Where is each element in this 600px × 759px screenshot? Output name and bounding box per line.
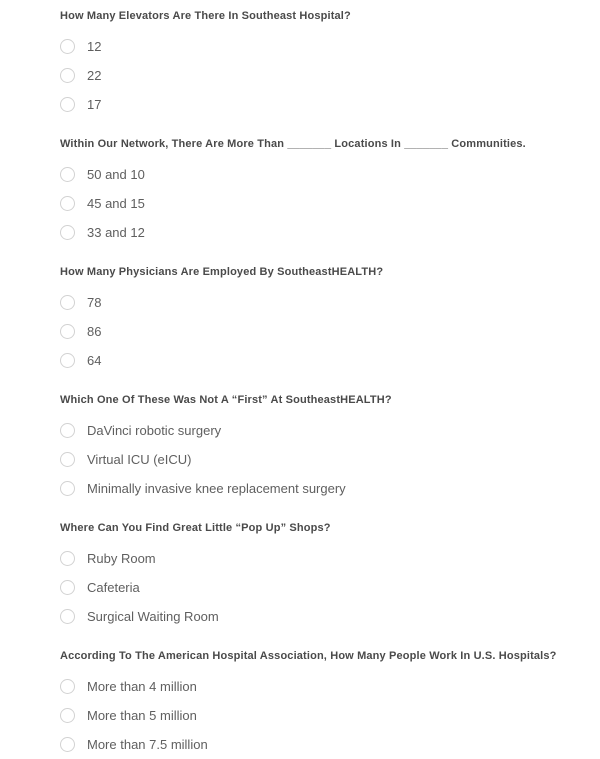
radio-option[interactable] bbox=[60, 317, 600, 346]
radio-option-label: 64 bbox=[87, 352, 102, 368]
question-title: According To The American Hospital Association, How Many People Work In U.S. Hospitals? bbox=[60, 650, 557, 662]
radio-button-icon[interactable] bbox=[60, 196, 75, 211]
radio-option[interactable] bbox=[60, 416, 600, 445]
radio-option-label: DaVinci robotic surgery bbox=[87, 422, 222, 438]
radio-option-label: 45 and 15 bbox=[87, 195, 145, 211]
radio-option-label: Cafeteria bbox=[87, 579, 140, 595]
radio-option[interactable] bbox=[60, 218, 600, 247]
question-title: How Many Elevators Are There In Southeast Hospital? bbox=[60, 10, 351, 22]
radio-button-icon[interactable] bbox=[60, 609, 75, 624]
radio-option[interactable] bbox=[60, 544, 600, 573]
radio-option[interactable] bbox=[60, 573, 600, 602]
radio-option[interactable] bbox=[60, 672, 600, 701]
radio-button-icon[interactable] bbox=[60, 225, 75, 240]
radio-option-label: Virtual ICU (eICU) bbox=[87, 451, 192, 467]
question-block bbox=[0, 265, 600, 375]
question-title: How Many Physicians Are Employed By SoutheastHEALTH? bbox=[60, 266, 384, 278]
radio-option-label: 86 bbox=[87, 323, 102, 339]
radio-button-icon[interactable] bbox=[60, 423, 75, 438]
radio-button-icon[interactable] bbox=[60, 295, 75, 310]
radio-button-icon[interactable] bbox=[60, 167, 75, 182]
question-block bbox=[0, 649, 600, 759]
radio-option[interactable] bbox=[60, 61, 600, 90]
question-block bbox=[0, 521, 600, 631]
question-title: Where Can You Find Great Little “Pop Up” Shops? bbox=[60, 522, 331, 534]
radio-button-icon[interactable] bbox=[60, 452, 75, 467]
radio-option-label: 78 bbox=[87, 294, 102, 310]
radio-button-icon[interactable] bbox=[60, 481, 75, 496]
radio-option-label: 33 and 12 bbox=[87, 224, 145, 240]
radio-button-icon[interactable] bbox=[60, 551, 75, 566]
radio-option-label: 12 bbox=[87, 38, 102, 54]
question-title: Which One Of These Was Not A “First” At SoutheastHEALTH? bbox=[60, 394, 392, 406]
radio-option-label: Ruby Room bbox=[87, 550, 156, 566]
radio-option-label: Surgical Waiting Room bbox=[87, 608, 219, 624]
radio-option-label: 22 bbox=[87, 67, 102, 83]
radio-option[interactable] bbox=[60, 90, 600, 119]
radio-button-icon[interactable] bbox=[60, 39, 75, 54]
radio-option[interactable] bbox=[60, 160, 600, 189]
radio-option-label: More than 5 million bbox=[87, 707, 197, 723]
radio-button-icon[interactable] bbox=[60, 580, 75, 595]
radio-button-icon[interactable] bbox=[60, 708, 75, 723]
radio-button-icon[interactable] bbox=[60, 68, 75, 83]
radio-option-label: More than 7.5 million bbox=[87, 736, 208, 752]
radio-button-icon[interactable] bbox=[60, 324, 75, 339]
radio-option-label: More than 4 million bbox=[87, 678, 197, 694]
radio-option[interactable] bbox=[60, 32, 600, 61]
radio-option[interactable] bbox=[60, 189, 600, 218]
radio-button-icon[interactable] bbox=[60, 353, 75, 368]
radio-option[interactable] bbox=[60, 701, 600, 730]
radio-button-icon[interactable] bbox=[60, 679, 75, 694]
question-block bbox=[0, 9, 600, 119]
question-block bbox=[0, 393, 600, 503]
radio-option[interactable] bbox=[60, 445, 600, 474]
radio-option[interactable] bbox=[60, 288, 600, 317]
radio-option[interactable] bbox=[60, 474, 600, 503]
radio-button-icon[interactable] bbox=[60, 97, 75, 112]
radio-option[interactable] bbox=[60, 602, 600, 631]
radio-option-label: 17 bbox=[87, 96, 102, 112]
question-block bbox=[0, 137, 600, 247]
question-title: Within Our Network, There Are More Than _______ Locations In _______ Communities. bbox=[60, 138, 526, 150]
radio-option[interactable] bbox=[60, 346, 600, 375]
radio-option-label: Minimally invasive knee replacement surgery bbox=[87, 480, 346, 496]
radio-option-label: 50 and 10 bbox=[87, 166, 145, 182]
